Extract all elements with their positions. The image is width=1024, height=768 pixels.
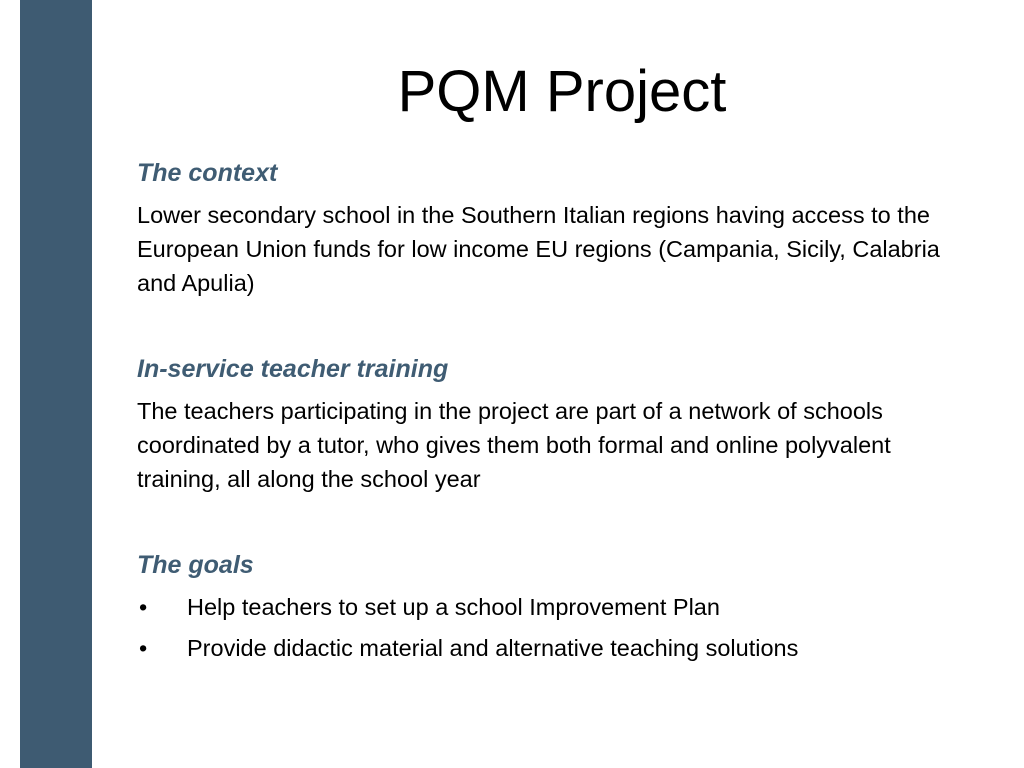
goals-list [137,590,967,665]
side-accent-bar [20,0,92,768]
goals-section [137,549,967,665]
context-heading: The context [137,159,278,187]
goal-item [137,590,967,624]
bullet-marker: • [139,594,148,620]
bullet-marker: • [139,635,148,661]
goals-heading: The goals [137,551,254,579]
section-spacer [137,496,967,549]
slide-content [137,157,967,672]
section-spacer [137,300,967,353]
goal-text: Help teachers to set up a school Improvement Plan [187,594,720,620]
goal-text: Provide didactic material and alternative teaching solutions [187,635,799,661]
slide-title: PQM Project [397,59,727,124]
training-body: The teachers participating in the project are part of a network of schools coordinated by a tutor, who gives them both formal and online polyvalent training, all along the school year [137,398,891,492]
goal-item [137,631,967,665]
context-section [137,157,967,300]
training-section [137,353,967,496]
context-body: Lower secondary school in the Southern Italian regions having access to the European Union funds for low income EU regions (Campania, Sicily, Calabria and Apulia) [137,202,940,296]
training-heading: In-service teacher training [137,355,449,383]
